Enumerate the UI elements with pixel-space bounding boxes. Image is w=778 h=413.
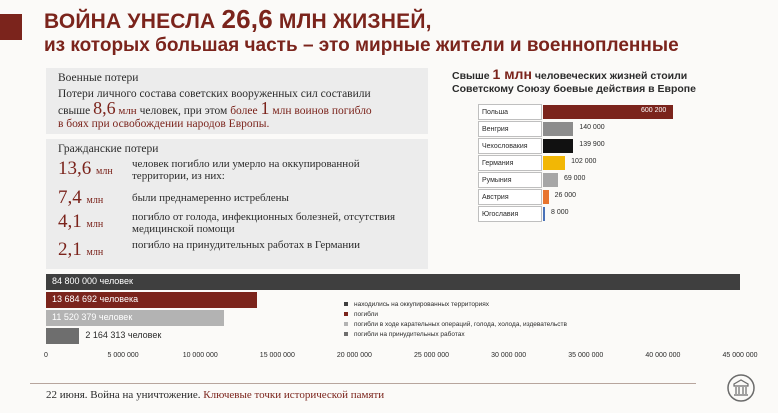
chart-legend (344, 300, 567, 340)
data-label: 8 000 (551, 209, 569, 216)
bar (543, 190, 549, 204)
military-unit: млн (115, 105, 137, 117)
bar (46, 274, 740, 290)
chart-row (478, 138, 758, 155)
title-part: ВОЙНА УНЕСЛА (44, 10, 222, 33)
category-label: Чехословакия (478, 138, 542, 154)
heading-number: 1 млн (492, 66, 532, 82)
bar (543, 156, 565, 170)
tick-label: 15 000 000 (259, 352, 295, 359)
europe-losses-chart (478, 104, 758, 228)
text-part: более (230, 105, 261, 117)
legend-label: погибли на принудительных работах (354, 331, 465, 338)
data-label: 600 200 (641, 107, 667, 114)
tick-label: 30 000 000 (491, 352, 527, 359)
tick-label: 10 000 000 (182, 352, 218, 359)
tick-label: 35 000 000 (568, 352, 604, 359)
civil-text: погибло от голода, инфекционных болезней, отсутствия медицинской помощи (132, 211, 396, 235)
civil-row (58, 211, 418, 239)
chart-row (478, 206, 758, 223)
chart-row (478, 121, 758, 138)
military-number: 8,6 (93, 98, 116, 118)
category-label: Югославия (478, 206, 542, 222)
legend-item (344, 310, 567, 320)
tick-label: 45 000 000 (722, 352, 758, 359)
civil-number: 7,4 млн (58, 187, 104, 208)
legend-label: погибли (354, 311, 378, 318)
category-label: Венгрия (478, 121, 542, 137)
civil-text: были преднамеренно истреблены (132, 192, 289, 204)
bar (543, 122, 573, 136)
footer-link-text: Ключевые точки исторической памяти (203, 389, 385, 401)
data-label: 13 684 692 человека (52, 294, 139, 304)
footer-text: 22 июня. Война на уничтожение. (46, 389, 204, 401)
chart-row (478, 155, 758, 172)
text-part: Советскому Союзу боевые действия в Европе (452, 83, 696, 95)
military-text-line2 (58, 98, 372, 118)
military-heading: Военные потери (58, 72, 139, 84)
title-part: МЛН ЖИЗНЕЙ, (272, 10, 432, 33)
category-label: Австрия (478, 189, 542, 205)
text-part: Свыше (452, 70, 493, 82)
europe-losses-heading (452, 68, 762, 96)
page-subtitle: из которых большая часть – это мирные жители и военнопленные (44, 35, 679, 56)
tick-label: 40 000 000 (645, 352, 681, 359)
text-part: млн воинов погибло (269, 105, 372, 117)
data-label: 2 164 313 человек (85, 330, 162, 340)
civil-text: погибло на принудительных работах в Германии (132, 239, 361, 251)
legend-swatch (344, 322, 348, 326)
legend-swatch (344, 312, 348, 316)
civil-row (58, 239, 418, 267)
data-label: 11 520 379 человек (52, 312, 133, 322)
civil-number: 4,1 млн (58, 211, 104, 232)
bar (543, 173, 558, 187)
legend-label: находились на оккупированных территориях (354, 301, 489, 308)
legend-swatch (344, 332, 348, 336)
tick-label: 0 (44, 352, 48, 359)
tick-label: 25 000 000 (414, 352, 450, 359)
civil-heading: Гражданские потери (58, 143, 159, 155)
category-label: Германия (478, 155, 542, 171)
military-losses-panel (46, 68, 428, 134)
legend-item (344, 300, 567, 310)
title-accent-bar (0, 14, 22, 40)
page-title (44, 6, 764, 57)
data-label: 102 000 (571, 158, 597, 165)
text-part: человеческих жизней стоили (531, 70, 688, 82)
text-part: свыше (58, 105, 94, 117)
legend-item (344, 330, 567, 340)
military-text-line3: в боях при освобождении народов Европы. (58, 118, 270, 130)
bar (46, 328, 162, 344)
category-label: Румыния (478, 172, 542, 188)
emblem-icon (726, 372, 756, 404)
civil-number: 13,6 млн (58, 158, 113, 179)
bar (46, 310, 224, 326)
chart-row (478, 172, 758, 189)
data-label: 84 800 000 человек (52, 276, 133, 286)
data-label: 69 000 (563, 175, 586, 182)
footer-divider (30, 383, 696, 384)
chart-row (478, 189, 758, 206)
military-text-line1: Потери личного состава советских вооруженных сил составили (58, 88, 371, 100)
bar (543, 139, 573, 153)
bar (46, 292, 257, 308)
data-label: 140 000 (579, 124, 605, 131)
category-label: Польша (478, 104, 542, 120)
data-label: 26 000 (554, 192, 577, 199)
tick-label: 20 000 000 (336, 352, 372, 359)
legend-swatch (344, 302, 348, 306)
civil-losses-panel (46, 139, 428, 269)
civil-row (58, 158, 418, 186)
bar (543, 207, 545, 221)
civil-text: человек погибло или умерло на оккупированной территории, из них: (132, 158, 360, 182)
tick-label: 5 000 000 (107, 352, 139, 359)
military-number: 1 (260, 98, 270, 118)
title-number: 26,6 (221, 4, 273, 34)
civil-number: 2,1 млн (58, 239, 104, 260)
x-axis (44, 352, 758, 364)
data-label: 139 900 (579, 141, 605, 148)
chart-row (478, 104, 758, 121)
legend-item (344, 320, 567, 330)
text-part: человек, при этом (136, 105, 231, 117)
legend-label: погибли в ходе карательных операций, голода, холода, издевательств (354, 321, 567, 328)
footer (46, 389, 384, 401)
